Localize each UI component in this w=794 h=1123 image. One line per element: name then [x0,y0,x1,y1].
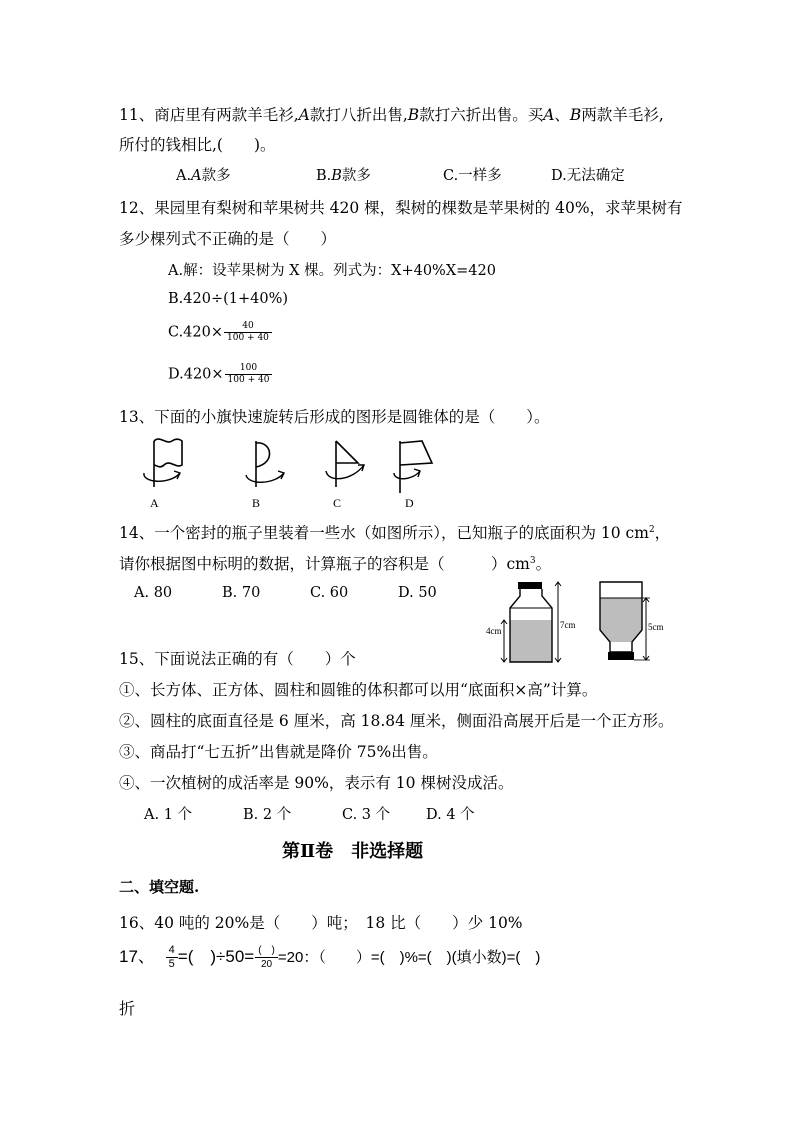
figure-label-d: D [405,496,414,510]
total-height-label: 7cm [560,620,576,630]
figure-label-a: A [150,496,159,510]
q11-option-d: D.无法确定 [551,168,625,184]
q15-statement-4: ④、一次植树的成活率是 90%，表示有 10 棵树没成活。 [119,774,514,792]
q11-option-c: C.一样多 [443,168,502,184]
q14-option-a: A. 80 [134,585,173,601]
q15-line1: 15、下面说法正确的有（ ）个 [119,650,356,668]
q14-option-d: D. 50 [398,585,437,601]
q15-statement-2: ②、圆柱的底面直径是 6 厘米，高 18.84 厘米，侧面沿高展开后是一个正方形。 [119,712,674,730]
fraction: $\frac{4}{5}$ [166,944,178,971]
q12-line1: 12、果园里有梨树和苹果树共 420 棵，梨树的棵数是苹果树的 40%，求苹果树有 [119,199,683,217]
water-height-label-2: 5cm [648,622,664,632]
q12-line2: 多少棵列式不正确的是（ ） [119,230,337,248]
fraction: $\frac{40}{100 + 40}$ [224,321,272,344]
q15-option-d: D. 4 个 [426,807,475,823]
part-title: 第Ⅱ卷 非选择题 [282,841,424,862]
q15-statement-1: ①、长方体、正方体、圆柱和圆锥的体积都可以用“底面积×高”计算。 [119,681,598,699]
q11-option-a: A.A款多 [176,168,231,184]
q14-option-c: C. 60 [310,585,349,601]
flag-figure-b [240,435,290,495]
flag-figure-c [320,435,370,495]
q14-line2: 请你根据图中标明的数据，计算瓶子的容积是（ ）$cm^3$。 [119,555,552,573]
q13-line1: 13、下面的小旗快速旋转后形成的图形是圆锥体的是（ ）。 [119,408,550,426]
q17-line1: 17、 $\frac{4}{5}$ =( )÷50= $\frac{( )}{20}$ =20：（ ）=( )%=( )(填小数)=( ) [119,944,541,971]
q14-option-b: B. 70 [222,585,261,601]
q12-option-d: D.420× $\frac{100}{100 + 40}$ [168,363,272,386]
q11-line2: 所付的钱相比,( )。 [119,136,276,154]
section-heading: 二、填空题. [119,878,200,896]
q17-line2: 折 [119,999,136,1018]
q12-option-a: A.解：设苹果树为 X 棵。列式为：X+40%X=420 [168,263,496,279]
fraction: $\frac{100}{100 + 40}$ [225,363,273,386]
q11-line1: 11、商店里有两款羊毛衫,A款打八折出售,B款打六折出售。买A、B两款羊毛衫, [119,106,664,124]
q12-option-b: B.420÷(1+40%) [168,291,289,307]
flag-figure-a [140,435,190,495]
q14-line1: 14、一个密封的瓶子里装着一些水（如图所示），已知瓶子的底面积为 10 $cm^2$， [119,524,671,542]
q12-option-c: C.420× $\frac{40}{100 + 40}$ [168,321,272,344]
water-height-label-1: 4cm [486,626,502,636]
figure-label-c: C [333,496,342,510]
q16-line1: 16、40 吨的 20%是（ ）吨； 18 比（ ）少 10% [119,914,523,932]
q15-option-c: C. 3 个 [342,807,391,823]
flag-figure-d [390,435,440,495]
fraction: $\frac{( )}{20}$ [255,944,278,971]
q11-option-b: B.B款多 [316,168,371,184]
figure-label-b: B [252,496,261,510]
q15-option-a: A. 1 个 [144,807,193,823]
q15-option-b: B. 2 个 [243,807,292,823]
q15-statement-3: ③、商品打“七五折”出售就是降价 75%出售。 [119,743,438,761]
